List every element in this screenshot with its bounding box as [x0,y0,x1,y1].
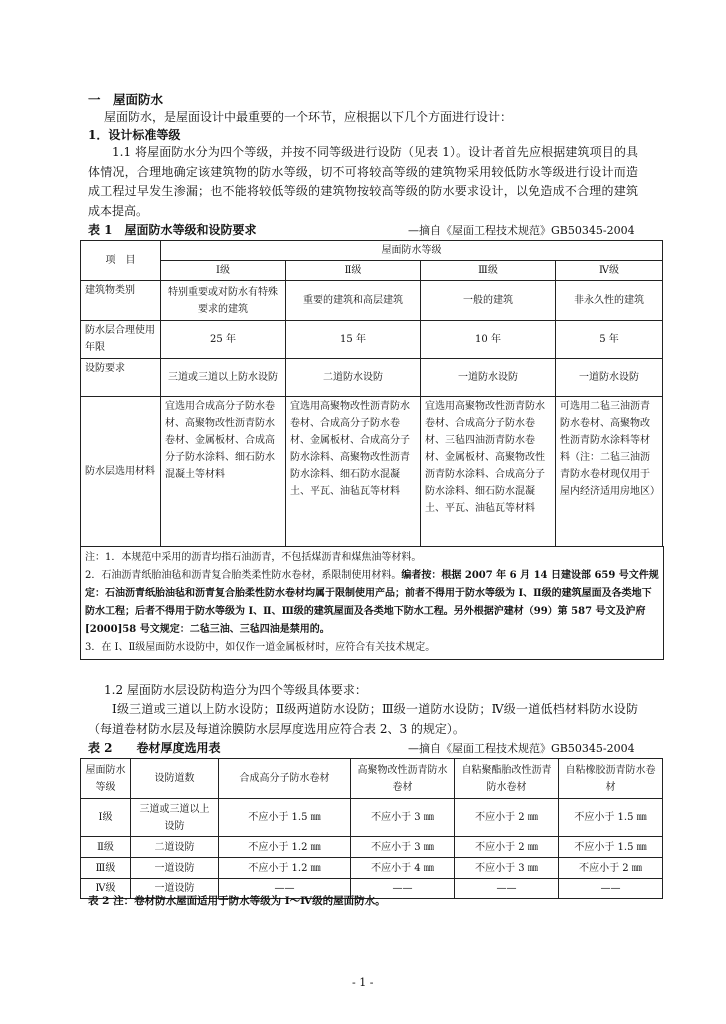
table1-header-item: 项 目 [81,241,161,281]
table1-level: Ⅳ级 [556,261,663,281]
paragraph-1-2-line2: Ⅰ级三道或三道以上防水设防；Ⅱ级两道防水设防；Ⅲ级一道防水设防；Ⅳ级一道低档材料防水设防（每道卷材防水层及每道涂膜防水层厚度选用应符合表 2、3 的规定）。 [88,702,638,736]
table1-cell: 宜选用高聚物改性沥青防水卷材、合成高分子防水卷材、金属板材、合成高分子防水涂料、高聚物改性沥青防水涂料、细石防水混凝土、平瓦、油毡瓦等材料 [286,397,421,547]
table1-source: —摘自《屋面工程技术规范》GB50345-2004 [408,224,635,237]
table2-cell: Ⅰ级 [81,799,131,837]
table2-cell: 不应小于 2 ㎜ [455,837,559,858]
table2-source: —摘自《屋面工程技术规范》GB50345-2004 [408,742,635,755]
table2-caption: 表 2 卷材厚度选用表 [88,741,221,755]
table1-row-label: 防水层选用材料 [81,397,161,547]
table2-cell: 不应小于 1.2 ㎜ [219,837,351,858]
table2-header: 高聚物改性沥青防水卷材 [351,759,455,799]
table1-level: Ⅲ级 [421,261,556,281]
table1-level: Ⅰ级 [161,261,286,281]
table1-row-label: 建筑物类别 [81,281,161,321]
table1 [80,240,663,547]
table1-cell: 10 年 [421,321,556,359]
table1-caption: 表 1 屋面防水等级和设防要求 [88,223,257,237]
table1-cell: 15 年 [286,321,421,359]
table2-cell: —— [559,879,663,899]
table2-cell: Ⅳ级 [81,879,131,899]
table2-cell: Ⅱ级 [81,837,131,858]
table1-header-group: 屋面防水等级 [161,241,663,261]
table2-cell: 不应小于 1.5 ㎜ [559,837,663,858]
table1-cell: 一道防水设防 [556,359,663,397]
section-intro: 屋面防水，是屋面设计中最重要的一个环节，应根据以下几个方面进行设计： [104,110,513,124]
paragraph-1-1: 1.1 将屋面防水分为四个等级，并按不同等级进行设防（见表 1）。设计者首先应根据建筑项目的具体情况，合理地确定该建筑物的防水等级，切不可将较高等级的建筑物采用较低防水等级进行设计而造成工程过早发生渗漏；也不能将较低等级的建筑物按较高等级的防水要求设计，以免造成不合理的建筑成本提高。 [88,145,638,218]
table2-header: 合成高分子防水卷材 [219,759,351,799]
table1-cell: 一般的建筑 [421,281,556,321]
table2-cell: 不应小于 1.5 ㎜ [559,799,663,837]
table1-row [81,281,663,321]
table2-header: 屋面防水等级 [81,759,131,799]
subsection-heading: 1．设计标准等级 [88,128,181,142]
table2-cell: 一道设防 [131,879,219,899]
table2-header: 自粘橡胶沥青防水卷材 [559,759,663,799]
table2 [80,758,663,899]
table1-cell: 可选用二毡三油沥青防水卷材、高聚物改性沥青防水涂料等材料（注：二毡三油沥青防水卷材现仅用于屋内经济适用房地区） [556,397,663,547]
table2-note: 表 2 注：卷材防水屋面适用于防水等级为 Ⅰ～Ⅳ级的屋面防水。 [88,895,386,907]
table1-cell: 三道或三道以上防水设防 [161,359,286,397]
table2-cell: 一道设防 [131,858,219,879]
page-number: - 1 - [352,976,374,989]
table2-cell: 不应小于 2 ㎜ [559,858,663,879]
table1-row-label: 设防要求 [81,359,161,397]
table1-notes [80,546,664,660]
table2-header: 自粘聚酯胎改性沥青防水卷材 [455,759,559,799]
paragraph-1-2-line1: 1.2 屋面防水层设防构造分为四个等级具体要求： [104,683,367,697]
table1-level: Ⅱ级 [286,261,421,281]
table1-row-label: 防水层合理使用年限 [81,321,161,359]
table1-cell: 重要的建筑和高层建筑 [286,281,421,321]
table1-row [81,397,663,547]
table2-cell: 三道或三道以上设防 [131,799,219,837]
table1-cell: 非永久性的建筑 [556,281,663,321]
section-heading: 一 屋面防水 [88,92,164,107]
table2-row [81,858,663,879]
table1-note-editor: 编者按：根据 2007 年 6 月 14 日建设部 659 号文件规定：石油沥青纸胎油毡和沥青复合胎柔性防水卷材均属于限制使用产品；前者不得用于防水等级为 Ⅰ、Ⅱ级的建筑屋面及各类地下防水工程；后者不得用于防水等级为 Ⅰ、Ⅱ、Ⅲ级的建筑屋面及各类地下防水工程。另外根据沪建材（99）第 587 号文及沪府[2000]58 号文规定：二毡三油、三毡四油是禁用的。 [85,570,659,635]
table2-cell: —— [351,879,455,899]
table1-note: 注：1．本规范中采用的沥青均指石油沥青，不包括煤沥青和煤焦油等材料。 [85,552,422,563]
table2-cell: 不应小于 3 ㎜ [351,799,455,837]
table1-note [85,567,659,639]
table2-cell: 不应小于 4 ㎜ [351,858,455,879]
table1-note: 3．在 Ⅰ、Ⅱ级屋面防水设防中，如仅作一道金属板材时，应符合有关技术规定。 [85,642,436,653]
table1-cell: 特别重要或对防水有特殊要求的建筑 [161,281,286,321]
table2-cell: —— [219,879,351,899]
table2-cell: 不应小于 1.2 ㎜ [219,858,351,879]
table2-cell: 二道设防 [131,837,219,858]
table1-cell: 宜选用合成高分子防水卷材、高聚物改性沥青防水卷材、金属板材、合成高分子防水涂料、细石防水混凝土等材料 [161,397,286,547]
table1-row [81,321,663,359]
table2-header: 设防道数 [131,759,219,799]
table2-cell: 不应小于 3 ㎜ [455,858,559,879]
table1-cell: 25 年 [161,321,286,359]
table1-row [81,359,663,397]
table2-cell: 不应小于 2 ㎜ [455,799,559,837]
table2-cell: Ⅲ级 [81,858,131,879]
table2-row [81,837,663,858]
table2-row [81,799,663,837]
table2-cell: 不应小于 1.5 ㎜ [219,799,351,837]
table1-cell: 5 年 [556,321,663,359]
table1-cell: 二道防水设防 [286,359,421,397]
table1-cell: 宜选用高聚物改性沥青防水卷材、合成高分子防水卷材、三毡四油沥青防水卷材、金属板材、高聚物改性沥青防水涂料、合成高分子防水涂料、细石防水混凝土、平瓦、油毡瓦等材料 [421,397,556,547]
table1-note-text: 2．石油沥青纸胎油毡和沥青复合胎类柔性防水卷材，系限制使用材料。 [85,570,402,581]
table1-cell: 一道防水设防 [421,359,556,397]
table2-cell: 不应小于 3 ㎜ [351,837,455,858]
table2-cell: —— [455,879,559,899]
